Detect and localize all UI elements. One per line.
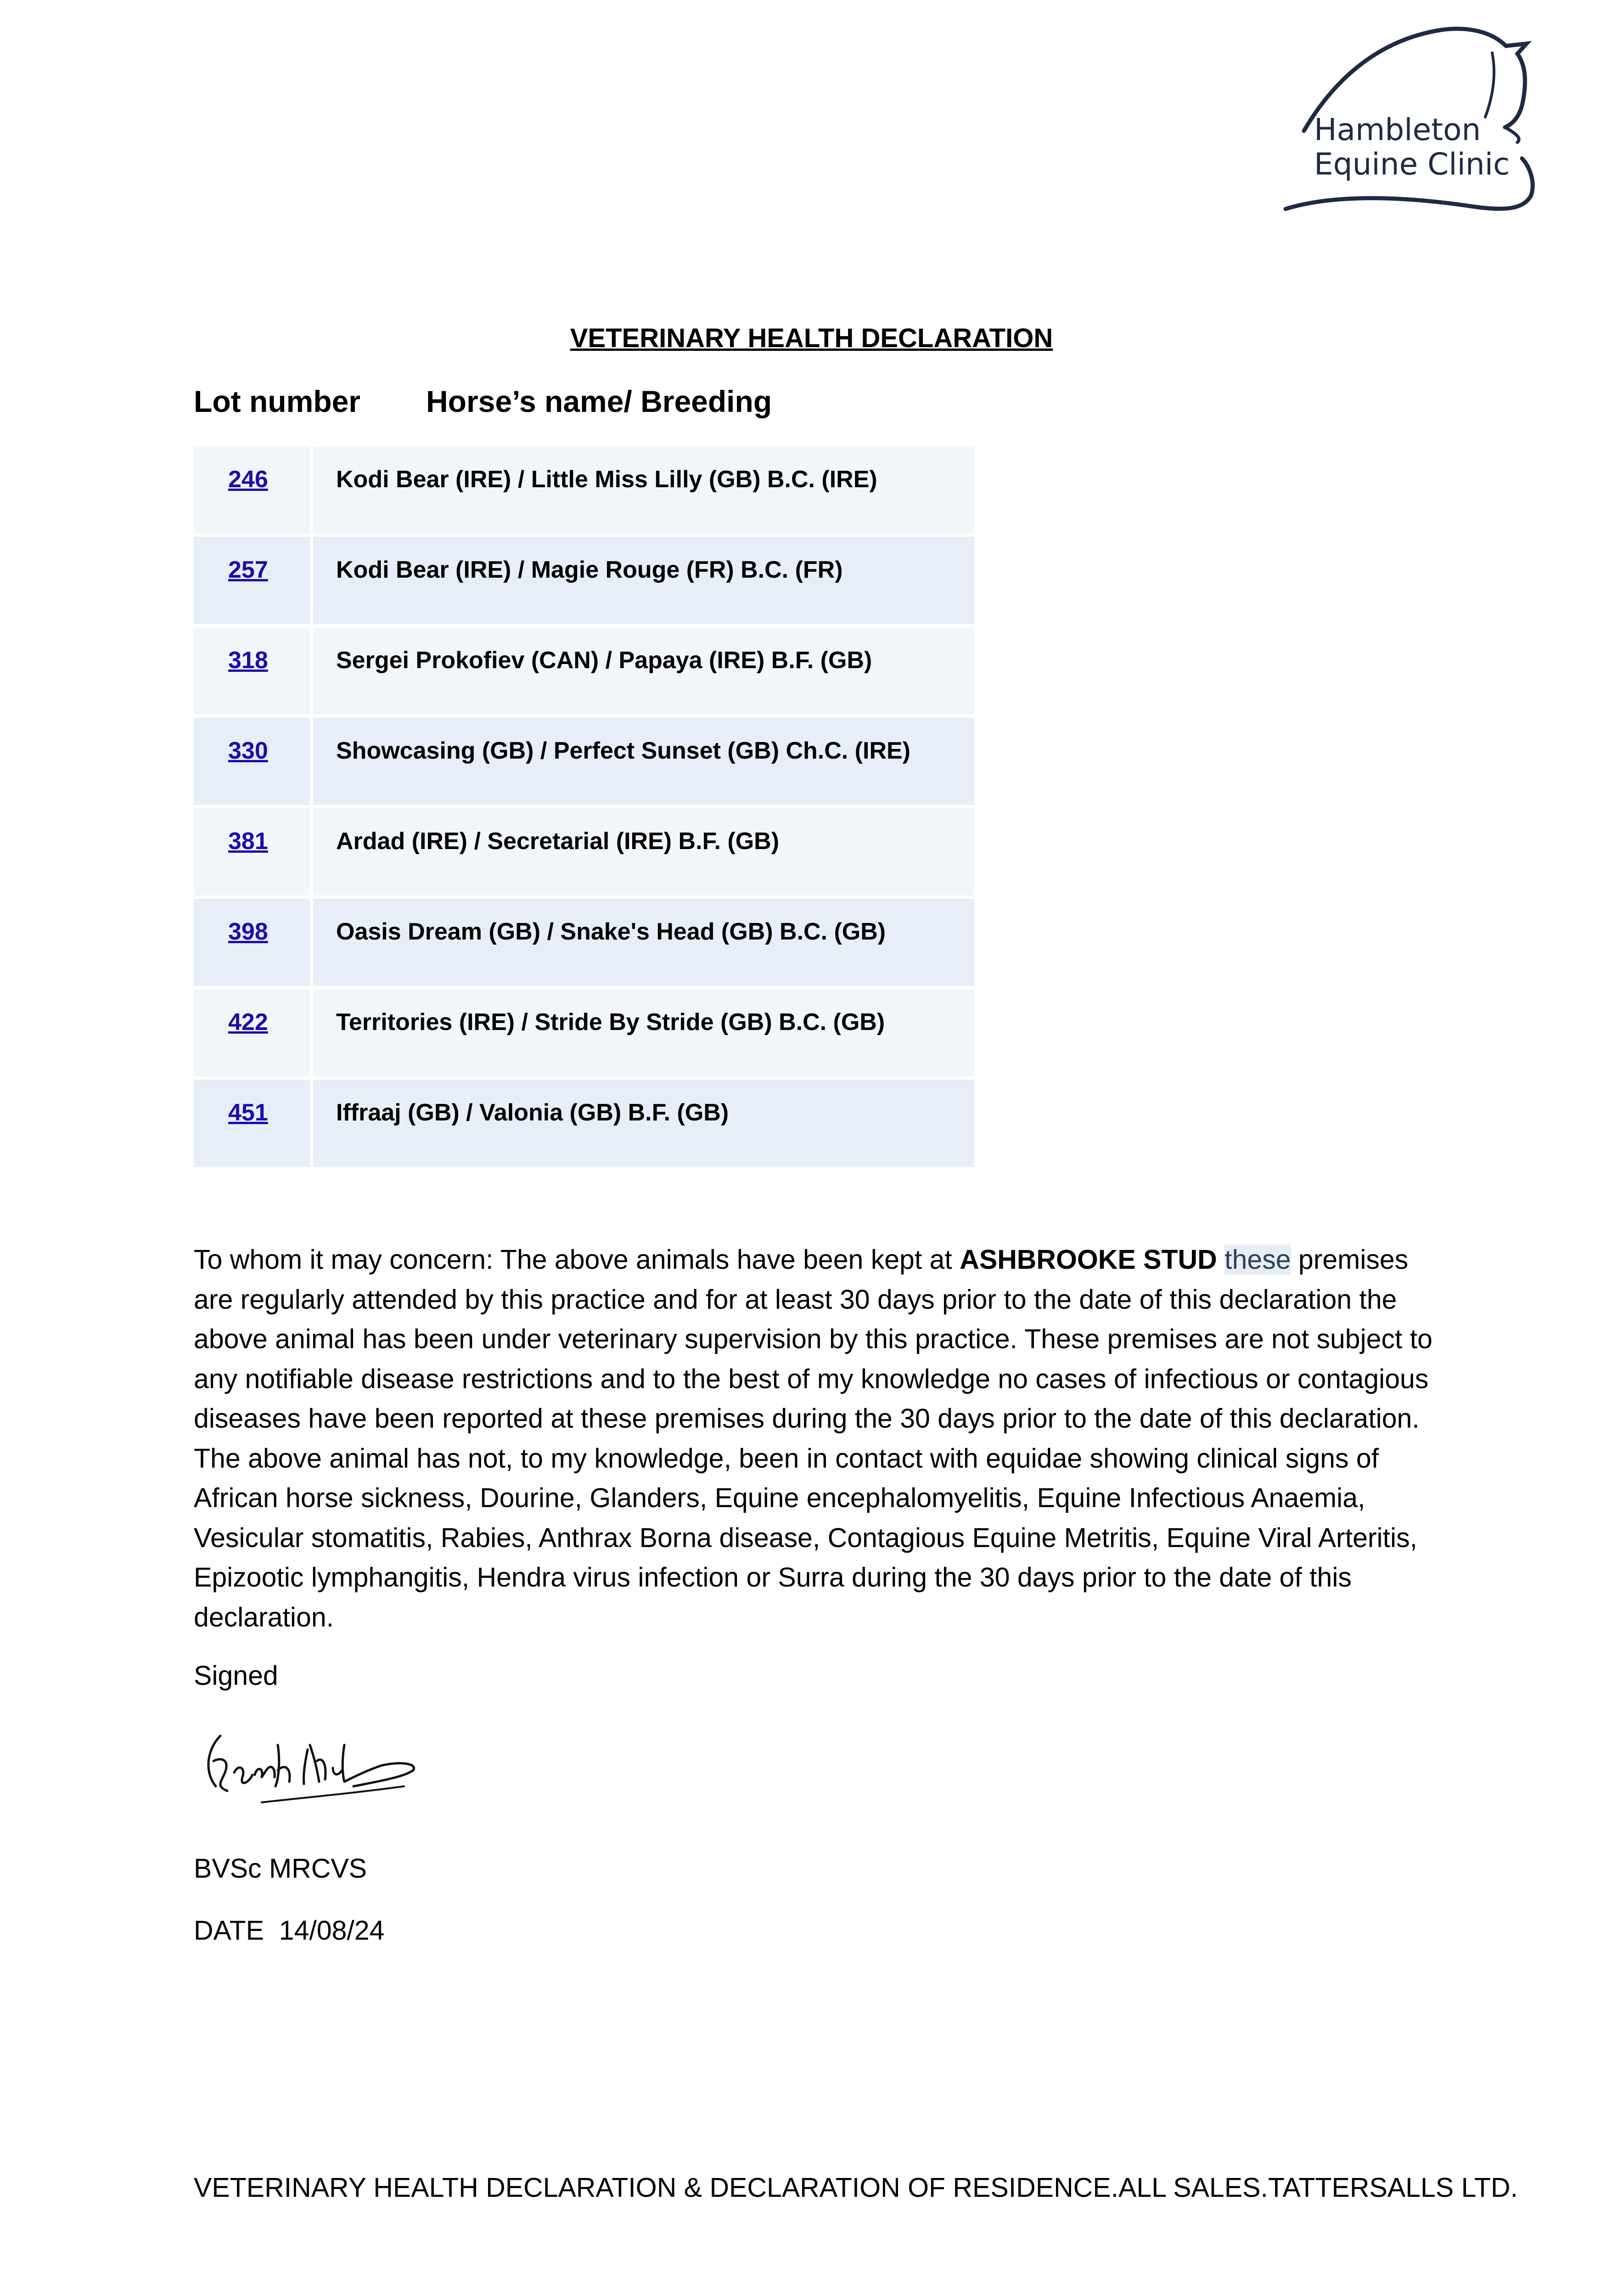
declaration-intro: To whom it may concern: The above animals have been kept at xyxy=(194,1244,960,1275)
document-title: VETERINARY HEALTH DECLARATION xyxy=(570,323,1053,353)
horse-breeding: Iffraaj (GB) / Valonia (GB) B.F. (GB) xyxy=(336,1099,729,1126)
lots-table xyxy=(194,446,974,1170)
stud-name: ASHBROOKE STUD xyxy=(960,1244,1217,1275)
lot-number-cell xyxy=(194,718,313,805)
lot-link[interactable]: 318 xyxy=(228,647,268,674)
lot-link[interactable]: 246 xyxy=(228,466,268,493)
lot-number-cell xyxy=(194,446,313,534)
table-row xyxy=(194,537,974,624)
table-headers xyxy=(194,383,772,420)
lot-number-cell xyxy=(194,989,313,1076)
lot-number-cell xyxy=(194,899,313,986)
horse-breeding: Sergei Prokofiev (CAN) / Papaya (IRE) B.F. (GB) xyxy=(336,647,872,674)
logo-text-line1: Hambleton xyxy=(1314,112,1481,147)
lot-number-cell xyxy=(194,1080,313,1167)
signature-icon xyxy=(202,1717,432,1818)
lot-number-cell xyxy=(194,537,313,624)
horse-breeding: Oasis Dream (GB) / Snake's Head (GB) B.C. (GB) xyxy=(336,918,886,945)
horse-breeding: Showcasing (GB) / Perfect Sunset (GB) Ch.C. (IRE) xyxy=(336,737,910,764)
lot-link[interactable]: 330 xyxy=(228,737,268,764)
qualifications: BVSc MRCVS xyxy=(194,1853,367,1884)
declaration-paragraph xyxy=(194,1240,1443,1637)
table-row xyxy=(194,718,974,805)
lot-link[interactable]: 257 xyxy=(228,557,268,583)
table-row xyxy=(194,808,974,895)
horse-name-header: Horse’s name/ Breeding xyxy=(426,384,772,418)
table-row xyxy=(194,989,974,1076)
lot-number-cell xyxy=(194,808,313,895)
lot-number-cell xyxy=(194,627,313,715)
lot-link[interactable]: 422 xyxy=(228,1009,268,1035)
signed-label: Signed xyxy=(194,1660,278,1691)
lot-number-header: Lot number xyxy=(194,384,360,418)
horse-breeding: Kodi Bear (IRE) / Magie Rouge (FR) B.C. (FR) xyxy=(336,557,843,583)
lot-link[interactable]: 381 xyxy=(228,828,268,855)
page-footer: VETERINARY HEALTH DECLARATION & DECLARATION OF RESIDENCE.ALL SALES.TATTERSALLS LTD. xyxy=(194,2172,1518,2203)
logo-text-line2: Equine Clinic xyxy=(1314,146,1510,182)
declaration-body: premises are regularly attended by this practice and for at least 30 days prior to the date of this declaration the above animal has been under veterinary supervision by this practice. These premises are not subject to any notifiable disease restrictions and to the best of my knowledge no cases of infectious or contagious diseases have been reported at these premises during the 30 days prior to the date of this declaration. The above animal has not, to my knowledge, been in contact with equidae showing clinical signs of African horse sickness, Dourine, Glanders, Equine encephalomyelitis, Equine Infectious Anaemia, Vesicular stomatitis, Rabies, Anthrax Borna disease, Contagious Equine Metritis, Equine Viral Arteritis, Epizootic lymphangitis, Hendra virus infection or Surra during the 30 days prior to the date of this declaration. xyxy=(194,1244,1432,1632)
horse-breeding: Ardad (IRE) / Secretarial (IRE) B.F. (GB) xyxy=(336,828,780,855)
lot-link[interactable]: 398 xyxy=(228,918,268,945)
handwritten-signature xyxy=(202,1717,432,1818)
table-row xyxy=(194,1080,974,1167)
declaration-date: DATE 14/08/24 xyxy=(194,1915,385,1946)
horse-breeding: Kodi Bear (IRE) / Little Miss Lilly (GB) B.C. (IRE) xyxy=(336,466,877,493)
horse-breeding: Territories (IRE) / Stride By Stride (GB) B.C. (GB) xyxy=(336,1009,885,1035)
table-row xyxy=(194,446,974,534)
lot-link[interactable]: 451 xyxy=(228,1099,268,1126)
table-row xyxy=(194,899,974,986)
table-row xyxy=(194,627,974,715)
highlighted-word: these xyxy=(1224,1244,1291,1275)
clinic-logo xyxy=(1276,25,1561,223)
